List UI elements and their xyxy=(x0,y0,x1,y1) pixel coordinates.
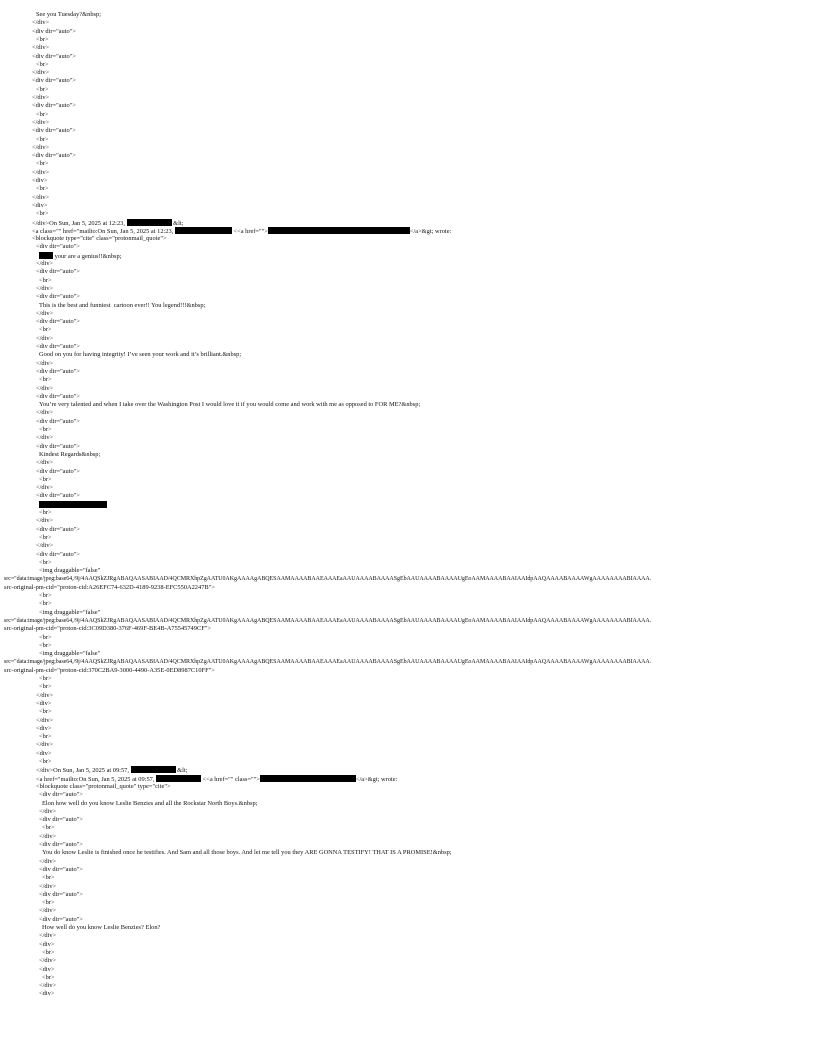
source-line xyxy=(39,916,83,924)
source-text: </div> xyxy=(36,716,54,724)
source-line xyxy=(36,468,80,476)
source-line xyxy=(32,202,47,210)
source-line xyxy=(42,974,55,982)
source-line xyxy=(36,725,51,733)
source-text: </div> xyxy=(39,932,57,940)
source-text: src-original-pm-cid="proton-cid:3C09D380-376F-469F-BE4B-A75545749CF"> xyxy=(4,625,211,633)
source-line xyxy=(36,11,101,19)
source-text: </div> xyxy=(32,19,50,27)
source-line xyxy=(36,484,53,492)
source-line xyxy=(39,675,52,683)
source-text: You do know Leslie is finished once he testifies. And Sam and all those boys. And let me tell you they ARE GONNA TESTIFY! THAT IS A PROMISE!&nbsp; xyxy=(42,849,452,857)
source-line xyxy=(36,750,51,758)
source-line xyxy=(39,891,83,899)
source-text: <<a href="" class=""> xyxy=(201,775,260,783)
source-line xyxy=(36,459,53,467)
source-line xyxy=(39,534,52,542)
source-line xyxy=(36,741,53,749)
source-text: </div> xyxy=(39,957,57,965)
source-text: <br> xyxy=(39,683,52,691)
source-line xyxy=(39,509,52,517)
source-text: <div dir="auto"> xyxy=(36,293,80,301)
source-line xyxy=(36,393,80,401)
source-text: src="data:image/jpeg;base64,/9j/4AAQSkZJRgABAQAASABIAAD/4QCMRXhpZgAATU0AKgAAAAgABQESAAMAAAABAAEAAAEaAAUAAAABAAAASgEbAAUAAAABAAAAUgEoAAMAAAABAAIAAIdpAAQAAAABAAAAWgAAAAAAAABIAAAA. xyxy=(4,659,652,666)
source-line xyxy=(36,310,53,318)
source-text: </div> xyxy=(32,168,50,176)
source-text: <div dir="auto"> xyxy=(36,417,80,425)
source-line xyxy=(36,136,49,144)
source-line xyxy=(32,102,76,110)
source-line xyxy=(4,617,651,625)
source-text: <div dir="auto"> xyxy=(36,442,80,450)
source-line xyxy=(39,351,241,359)
source-text: <div dir="auto"> xyxy=(39,890,83,898)
source-text: <br> xyxy=(39,758,52,765)
source-line xyxy=(39,567,100,575)
source-text: </div> xyxy=(36,409,54,417)
source-line xyxy=(39,683,52,691)
source-text: <div dir="auto"> xyxy=(36,550,80,558)
source-line xyxy=(39,708,52,716)
source-text: <a href="mailto:On Sun, Jan 5, 2025 at 09:57, xyxy=(36,775,157,783)
source-text: </div>On Sun, Jan 5, 2025 at 12:23, xyxy=(32,219,127,227)
source-line xyxy=(39,600,52,608)
source-text: Kindest Regards&nbsp; xyxy=(39,450,101,458)
source-text: <br> xyxy=(39,600,52,608)
source-text: <div dir="auto"> xyxy=(32,127,76,135)
source-text: </div> xyxy=(36,741,54,749)
source-text: <br> xyxy=(36,160,49,168)
source-text: <br> xyxy=(39,592,52,599)
source-line xyxy=(36,285,53,293)
source-text: <div dir="auto"> xyxy=(39,915,83,923)
source-line xyxy=(39,758,52,766)
source-line xyxy=(39,650,100,658)
source-line xyxy=(39,883,56,891)
source-text: src="data:image/jpeg;base64,/9j/4AAQSkZJRgABAQAASABIAAD/4QCMRXhpZgAATU0AKgAAAAgABQESAAMAAAABAAEAAAEaAAUAAAABAAAASgEbAAUAAAABAAAAUgEoAAMAAAABAAIAAIdpAAQAAAABAAAAWgAAAAAAAABIAAAA. xyxy=(4,617,652,624)
source-text: </div> xyxy=(36,359,54,367)
source-text: &lt; xyxy=(175,767,188,775)
source-text: <br> xyxy=(39,426,52,433)
source-line xyxy=(36,343,80,351)
source-line xyxy=(39,376,52,384)
source-text: <div dir="auto"> xyxy=(36,318,80,326)
source-text: <div> xyxy=(32,201,48,209)
source-line xyxy=(42,824,55,832)
source-text: </div> xyxy=(32,193,50,201)
source-line xyxy=(36,111,49,119)
source-text: </div> xyxy=(32,118,50,126)
source-line xyxy=(39,990,54,998)
source-line xyxy=(36,86,49,94)
source-text: </a>&gt; wrote: xyxy=(409,227,452,235)
source-line xyxy=(39,277,52,285)
source-line xyxy=(42,924,160,932)
source-text: <div> xyxy=(36,699,52,707)
source-line xyxy=(39,808,56,816)
source-text: <img draggable="false" xyxy=(39,608,101,616)
source-text: <div> xyxy=(39,940,55,948)
source-text: </div> xyxy=(39,857,57,865)
source-text: </div> xyxy=(32,143,50,151)
redaction-box xyxy=(127,219,172,226)
source-line xyxy=(39,426,52,434)
source-text: <blockquote class="protonmail_quote" type="cite"> xyxy=(36,782,171,790)
source-text: &lt; xyxy=(171,219,184,227)
redaction-box xyxy=(131,766,176,773)
source-text: Elon how well do you know Leslie Benzies and all the Rockstar North Boys.&nbsp; xyxy=(42,799,258,807)
source-text: <div dir="auto"> xyxy=(36,525,80,533)
source-text: <div> xyxy=(39,990,55,998)
source-text: </div> xyxy=(39,832,57,840)
source-text: <img draggable="false" xyxy=(39,650,101,658)
source-text: See you Tuesday?&nbsp; xyxy=(36,11,101,18)
source-text: You’re very talented and when I take over the Washington Post I would love it if you would come and work with me as opposed to FOR ME?&nbsp; xyxy=(39,401,421,409)
source-line xyxy=(39,833,56,841)
source-text: </div> xyxy=(36,260,54,267)
source-text: <br> xyxy=(39,326,52,334)
source-line xyxy=(36,61,49,69)
source-text: </div> xyxy=(39,807,57,815)
source-line xyxy=(36,783,171,791)
source-text: <div dir="auto"> xyxy=(36,492,80,500)
source-line xyxy=(39,957,56,965)
source-line xyxy=(36,185,49,193)
source-line xyxy=(36,717,53,725)
source-text: <div> xyxy=(39,965,55,973)
source-line xyxy=(36,692,53,700)
source-text: </div> xyxy=(39,907,57,915)
redaction-box xyxy=(156,775,201,782)
redaction-box xyxy=(175,227,232,234)
source-text: <div dir="auto"> xyxy=(39,791,83,799)
source-text: </div>On Sun, Jan 5, 2025 at 09:57, xyxy=(36,767,131,775)
source-line xyxy=(36,293,80,301)
source-line xyxy=(42,800,257,808)
source-text: </div> xyxy=(39,882,57,890)
source-text: <br> xyxy=(39,708,52,716)
source-text: <br> xyxy=(39,733,52,741)
source-text: <div dir="auto"> xyxy=(32,102,76,110)
source-text: <br> xyxy=(39,558,52,566)
source-line xyxy=(39,733,52,741)
source-text: <br> xyxy=(39,675,52,682)
source-line xyxy=(4,658,651,666)
source-line xyxy=(39,866,83,874)
source-text: </div> xyxy=(36,434,54,442)
source-text: <br> xyxy=(42,948,55,956)
source-line xyxy=(36,418,80,426)
source-text: src-original-pm-cid="proton-cid:370C2BA9-3000-4490-A35E-0ED8987C10FF"> xyxy=(4,666,215,674)
source-line xyxy=(42,849,452,857)
source-text: </div> xyxy=(36,309,54,317)
source-text: How well do you know Leslie Benzies? Elon? xyxy=(42,924,161,931)
source-text: <div dir="auto"> xyxy=(36,343,80,350)
source-text: </a>&gt; wrote: xyxy=(355,775,398,783)
source-text: <br> xyxy=(36,210,49,218)
source-text: </div> xyxy=(36,691,54,699)
source-text: </div> xyxy=(32,44,50,52)
source-line xyxy=(39,476,52,484)
source-line xyxy=(32,177,47,185)
source-line xyxy=(32,144,49,152)
source-line xyxy=(36,443,80,451)
source-line xyxy=(36,36,49,44)
source-line xyxy=(39,907,56,915)
source-text: <div dir="auto"> xyxy=(39,865,83,873)
source-text: </div> xyxy=(36,484,54,492)
source-line xyxy=(39,302,205,310)
source-text: <br> xyxy=(36,185,49,193)
source-text: </div> xyxy=(32,69,50,77)
source-line xyxy=(36,700,51,708)
source-text: </div> xyxy=(36,459,54,467)
source-line xyxy=(32,119,49,127)
source-text: <div dir="auto"> xyxy=(36,367,80,375)
source-line xyxy=(39,816,83,824)
source-line xyxy=(32,44,49,52)
source-line xyxy=(32,194,49,202)
source-text: <div> xyxy=(36,724,52,732)
source-line xyxy=(36,385,53,393)
source-text: <div dir="auto"> xyxy=(36,268,80,276)
source-text: <div dir="auto"> xyxy=(32,52,76,60)
source-text: <br> xyxy=(36,35,49,43)
source-text: <br> xyxy=(36,60,49,68)
source-text: <br> xyxy=(42,824,55,832)
source-line xyxy=(4,667,215,675)
source-text: <br> xyxy=(42,874,55,882)
source-line xyxy=(36,160,49,168)
source-text: <blockquote type="cite" class="protonmail_quote"> xyxy=(32,235,167,243)
source-text: <br> xyxy=(39,276,52,284)
source-text: <br> xyxy=(39,641,52,649)
source-text: <<a href=""> xyxy=(231,227,268,235)
source-line xyxy=(36,551,80,559)
source-line xyxy=(32,152,76,160)
source-text: <img draggable="false" xyxy=(39,567,101,575)
source-text: </div> xyxy=(36,384,54,392)
source-line xyxy=(39,791,83,799)
source-text: <br> xyxy=(42,899,55,907)
source-line xyxy=(32,69,49,77)
source-text: <div> xyxy=(32,177,48,184)
source-line xyxy=(32,77,76,85)
redaction-box xyxy=(39,252,53,259)
source-line xyxy=(39,966,54,974)
source-text: <br> xyxy=(39,633,52,641)
source-line xyxy=(32,127,76,135)
source-line xyxy=(36,210,49,218)
source-line xyxy=(32,169,49,177)
source-line xyxy=(36,268,80,276)
source-line xyxy=(36,368,80,376)
source-line xyxy=(39,592,52,600)
source-text: <br> xyxy=(39,376,52,384)
source-text: <div dir="auto"> xyxy=(32,152,76,160)
source-text: <br> xyxy=(36,110,49,118)
redaction-box xyxy=(39,501,107,508)
source-line xyxy=(32,19,49,27)
source-text: Good on you for having integrity! I’ve seen your work and it’s brilliant.&nbsp; xyxy=(39,351,242,359)
source-line xyxy=(36,335,53,343)
redaction-box xyxy=(268,227,410,234)
source-line xyxy=(39,559,52,567)
source-line xyxy=(36,243,80,251)
source-text: <br> xyxy=(39,475,52,483)
source-text: </div> xyxy=(39,982,57,990)
source-line xyxy=(36,409,53,417)
source-line xyxy=(42,899,55,907)
source-line xyxy=(32,235,167,243)
source-text: </div> xyxy=(36,517,54,525)
source-text: </div> xyxy=(36,542,54,550)
source-text: your are a genius!!&nbsp; xyxy=(53,252,122,260)
source-line xyxy=(39,932,56,940)
source-line xyxy=(4,575,651,583)
source-line xyxy=(32,94,49,102)
source-text: <a class="" href="mailto:On Sun, Jan 5, 2025 at 12:23, xyxy=(32,227,175,235)
source-text: <div dir="auto"> xyxy=(36,392,80,400)
source-text: <div dir="auto"> xyxy=(32,77,76,85)
source-text: <div dir="auto"> xyxy=(32,27,76,35)
source-text: src-original-pm-cid="proton-cid:A26EFC74-632D-4189-9238-EFC550A2247B"> xyxy=(4,583,215,591)
source-text: <br> xyxy=(42,973,55,981)
source-line xyxy=(42,949,55,957)
source-line xyxy=(39,642,52,650)
source-line xyxy=(39,841,83,849)
source-line xyxy=(39,941,54,949)
source-text: <br> xyxy=(39,533,52,541)
source-line xyxy=(36,318,80,326)
source-text: <br> xyxy=(36,85,49,93)
source-text: <br> xyxy=(36,135,49,143)
source-line xyxy=(42,874,55,882)
source-text: <br> xyxy=(39,509,52,516)
source-line xyxy=(36,526,80,534)
source-text: This is the best and funniest cartoon ever!! You legend!!!&nbsp; xyxy=(39,301,206,309)
source-line xyxy=(36,260,53,268)
source-text: </div> xyxy=(36,284,54,292)
source-line xyxy=(36,492,80,500)
source-line xyxy=(32,28,76,36)
source-line xyxy=(4,584,215,592)
source-line xyxy=(39,451,100,459)
source-line xyxy=(36,360,53,368)
source-line xyxy=(39,982,56,990)
source-text: </div> xyxy=(36,334,54,342)
source-text: <div dir="auto"> xyxy=(36,243,80,251)
source-line xyxy=(36,542,53,550)
source-line xyxy=(32,53,76,61)
redaction-box xyxy=(260,775,356,782)
source-text: src="data:image/jpeg;base64,/9j/4AAQSkZJRgABAQAASABIAAD/4QCMRXhpZgAATU0AKgAAAAgABQESAAMAAAABAAEAAAEaAAUAAAABAAAASgEbAAUAAAABAAAAUgEoAAMAAAABAAIAAIdpAAQAAAABAAAAWgAAAAAAAABIAAAA. xyxy=(4,576,652,583)
source-text: </div> xyxy=(32,94,50,101)
source-line xyxy=(39,858,56,866)
source-text: <div dir="auto"> xyxy=(39,841,83,848)
source-line xyxy=(36,434,53,442)
source-line xyxy=(39,634,52,642)
source-text: <div dir="auto"> xyxy=(39,816,83,824)
source-line xyxy=(39,326,52,334)
source-line xyxy=(36,517,53,525)
source-line xyxy=(39,609,100,617)
source-line xyxy=(4,625,211,633)
source-line xyxy=(39,401,420,409)
source-text: <div> xyxy=(36,749,52,757)
source-text: <div dir="auto"> xyxy=(36,467,80,475)
